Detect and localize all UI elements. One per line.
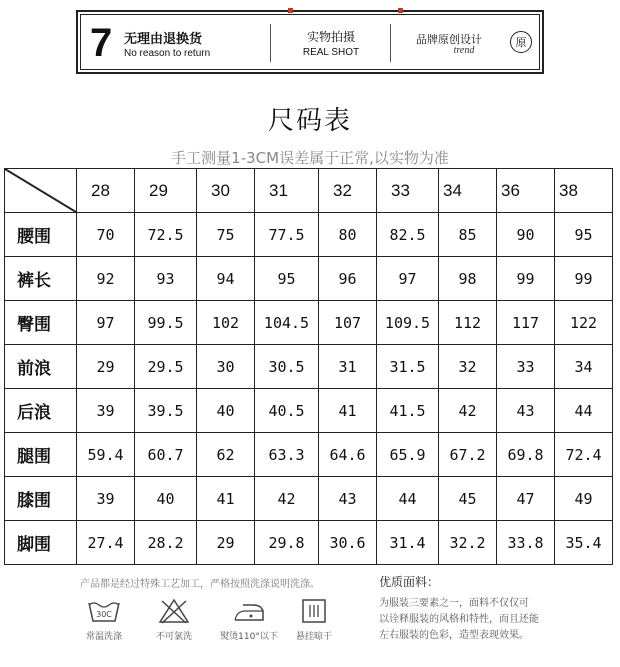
size-header-cell: 28 — [77, 169, 135, 213]
quality-line: 左右服装的色彩，造型表现效果。 — [379, 630, 529, 641]
measurement-label: 脚围 — [5, 521, 77, 565]
measurement-value: 35.4 — [555, 521, 613, 565]
measurement-value: 45 — [439, 477, 497, 521]
page-title: 尺码表 — [267, 106, 352, 136]
table-row — [5, 301, 613, 345]
measurement-value: 44 — [555, 389, 613, 433]
banner-divider — [390, 24, 391, 62]
table-row — [5, 521, 613, 565]
table-row — [5, 213, 613, 257]
measurement-value: 29 — [77, 345, 135, 389]
return-policy-cn: 无理由退换货 — [124, 31, 203, 47]
banner-dot — [288, 8, 293, 13]
banner-real-shot — [286, 18, 376, 68]
table-row — [5, 477, 613, 521]
real-shot-en: REAL SHOT — [302, 47, 360, 58]
measurement-value: 92 — [77, 257, 135, 301]
banner-return-policy — [124, 18, 210, 68]
table-row — [5, 389, 613, 433]
quality-line: 为服装三要素之一，面料不仅仅可 — [379, 598, 529, 609]
measurement-value: 33.8 — [497, 521, 555, 565]
measurement-value: 90 — [497, 213, 555, 257]
size-header-cell: 36 — [497, 169, 555, 213]
measurement-value: 29 — [197, 521, 255, 565]
measurement-value: 72.5 — [135, 213, 197, 257]
size-header-cell: 29 — [135, 169, 197, 213]
measurement-value: 60.7 — [135, 433, 197, 477]
measurement-value: 72.4 — [555, 433, 613, 477]
measurement-value: 77.5 — [255, 213, 319, 257]
measurement-value: 109.5 — [377, 301, 439, 345]
banner-number: 7 — [90, 21, 113, 65]
measurement-value: 33 — [497, 345, 555, 389]
measurement-value: 107 — [319, 301, 377, 345]
measurement-value: 30 — [197, 345, 255, 389]
measurement-value: 43 — [497, 389, 555, 433]
measurement-value: 29.5 — [135, 345, 197, 389]
care-label: 不可氯洗 — [155, 632, 192, 642]
quality-description — [379, 596, 599, 644]
real-shot-cn: 实物拍摄 — [306, 30, 355, 44]
measurement-value: 44 — [377, 477, 439, 521]
wash-temp-text: 30C — [96, 610, 112, 619]
measurement-value: 30.6 — [319, 521, 377, 565]
page-subtitle: 手工测量1-3CM误差属于正常,以实物为准 — [171, 149, 449, 167]
care-item-iron — [219, 597, 279, 642]
measurement-label: 腿围 — [5, 433, 77, 477]
measurement-value: 27.4 — [77, 521, 135, 565]
measurement-value: 39 — [77, 477, 135, 521]
size-header-cell: 38 — [555, 169, 613, 213]
measurement-value: 122 — [555, 301, 613, 345]
size-header-cell: 32 — [319, 169, 377, 213]
measurement-value: 98 — [439, 257, 497, 301]
return-policy-en: No reason to return — [124, 47, 211, 59]
size-header-row — [5, 169, 613, 213]
size-header-cell: 31 — [255, 169, 319, 213]
measurement-value: 104.5 — [255, 301, 319, 345]
measurement-value: 94 — [197, 257, 255, 301]
measurement-label: 膝围 — [5, 477, 77, 521]
measurement-value: 96 — [319, 257, 377, 301]
care-item-hang-dry — [284, 597, 344, 642]
top-banner — [76, 10, 544, 74]
measurement-value: 95 — [255, 257, 319, 301]
measurement-value: 99.5 — [135, 301, 197, 345]
measurement-value: 47 — [497, 477, 555, 521]
banner-dot — [398, 8, 403, 13]
corner-diagonal — [5, 169, 76, 212]
table-row — [5, 345, 613, 389]
measurement-value: 62 — [197, 433, 255, 477]
measurement-label: 后浪 — [5, 389, 77, 433]
table-row — [5, 433, 613, 477]
care-label: 悬挂晾干 — [295, 632, 332, 642]
measurement-value: 32.2 — [439, 521, 497, 565]
measurement-value: 64.6 — [319, 433, 377, 477]
measurement-value: 40 — [197, 389, 255, 433]
measurement-value: 30.5 — [255, 345, 319, 389]
measurement-value: 112 — [439, 301, 497, 345]
measurement-value: 65.9 — [377, 433, 439, 477]
iron-icon — [231, 597, 267, 625]
measurement-value: 59.4 — [77, 433, 135, 477]
size-header-cell: 34 — [439, 169, 497, 213]
measurement-value: 75 — [197, 213, 255, 257]
measurement-value: 69.8 — [497, 433, 555, 477]
design-cn: 品牌原创设计 — [416, 32, 482, 46]
table-row — [5, 257, 613, 301]
design-en: trend — [453, 44, 475, 56]
size-table — [4, 168, 613, 565]
measurement-value: 41.5 — [377, 389, 439, 433]
size-header-cell: 30 — [197, 169, 255, 213]
measurement-value: 95 — [555, 213, 613, 257]
measurement-label: 臀围 — [5, 301, 77, 345]
measurement-value: 28.2 — [135, 521, 197, 565]
measurement-value: 29.8 — [255, 521, 319, 565]
wash-30-icon — [86, 597, 122, 625]
hang-dry-icon — [296, 597, 332, 625]
measurement-value: 117 — [497, 301, 555, 345]
care-item-no-bleach — [144, 597, 204, 642]
no-bleach-icon — [156, 597, 192, 625]
measurement-value: 43 — [319, 477, 377, 521]
measurement-value: 85 — [439, 213, 497, 257]
measurement-value: 42 — [439, 389, 497, 433]
care-label: 熨烫110°以下 — [220, 632, 278, 642]
measurement-value: 31.5 — [377, 345, 439, 389]
care-item-wash — [74, 597, 134, 642]
care-icons — [74, 597, 374, 657]
measurement-value: 99 — [497, 257, 555, 301]
quality-line: 以诠释服装的风格和特性，而且还能 — [379, 614, 539, 625]
measurement-value: 40.5 — [255, 389, 319, 433]
measurement-value: 34 — [555, 345, 613, 389]
quality-title: 优质面料： — [379, 575, 440, 589]
measurement-value: 80 — [319, 213, 377, 257]
measurement-value: 63.3 — [255, 433, 319, 477]
care-label: 常温洗涤 — [85, 632, 122, 642]
measurement-value: 41 — [197, 477, 255, 521]
measurement-label: 腰围 — [5, 213, 77, 257]
measurement-value: 32 — [439, 345, 497, 389]
measurement-label: 前浪 — [5, 345, 77, 389]
measurement-value: 39.5 — [135, 389, 197, 433]
care-note: 产品都是经过特殊工艺加工，严格按照洗涤说明洗涤。 — [80, 579, 320, 590]
measurement-value: 97 — [377, 257, 439, 301]
measurement-value: 93 — [135, 257, 197, 301]
measurement-value: 31 — [319, 345, 377, 389]
measurement-value: 41 — [319, 389, 377, 433]
banner-design — [416, 18, 482, 68]
measurement-value: 99 — [555, 257, 613, 301]
measurement-value: 42 — [255, 477, 319, 521]
measurement-value: 40 — [135, 477, 197, 521]
original-badge: 原 — [510, 31, 532, 53]
table-corner-cell — [5, 169, 77, 213]
measurement-value: 31.4 — [377, 521, 439, 565]
measurement-value: 97 — [77, 301, 135, 345]
measurement-value: 70 — [77, 213, 135, 257]
measurement-value: 67.2 — [439, 433, 497, 477]
measurement-value: 49 — [555, 477, 613, 521]
measurement-value: 39 — [77, 389, 135, 433]
measurement-value: 82.5 — [377, 213, 439, 257]
size-header-cell: 33 — [377, 169, 439, 213]
measurement-value: 102 — [197, 301, 255, 345]
banner-divider — [270, 24, 271, 62]
measurement-label: 裤长 — [5, 257, 77, 301]
